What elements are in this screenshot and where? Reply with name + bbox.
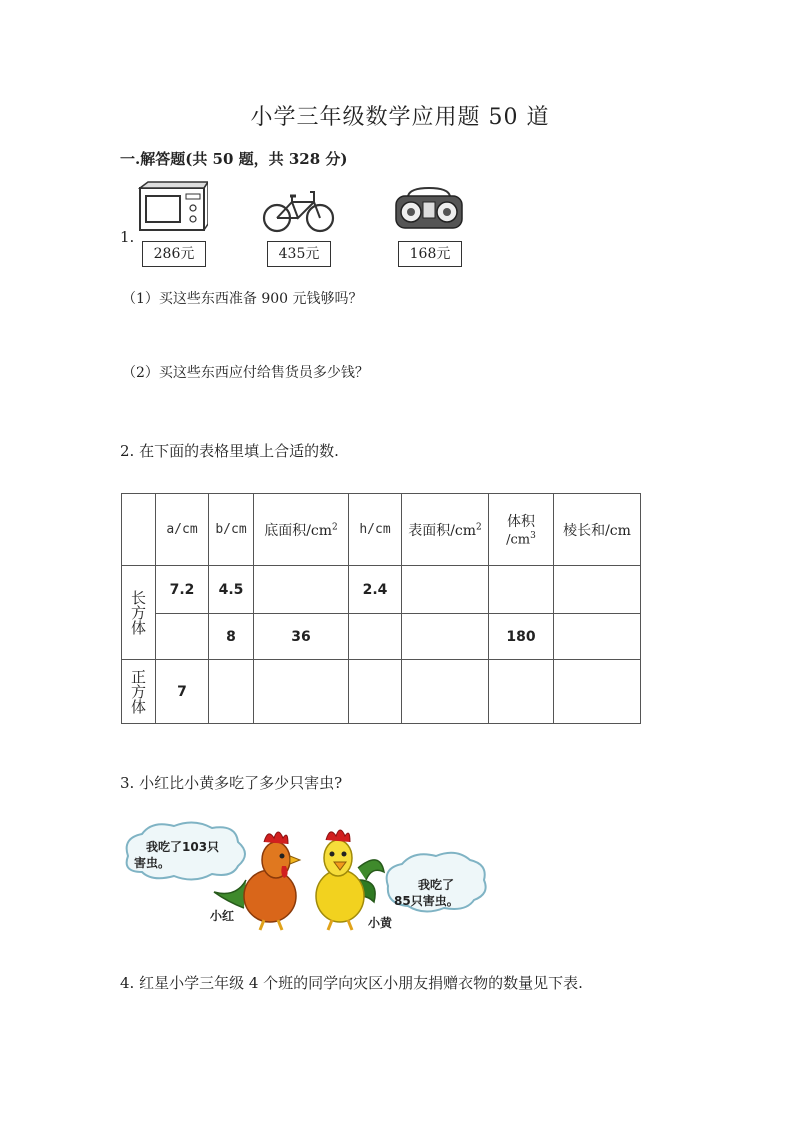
- cell-r3-h: [349, 660, 402, 724]
- q1-sub2: （2）买这些东西应付给售货员多少钱？: [122, 365, 369, 381]
- corner-cell: [122, 494, 156, 566]
- page-title: 小学三年级数学应用题 50 道: [250, 105, 550, 130]
- bicycle-icon: [262, 184, 336, 236]
- header-a: a/cm: [156, 494, 209, 566]
- q2-text: 2. 在下面的表格里填上合适的数.: [120, 442, 339, 460]
- microwave-icon: [138, 180, 208, 234]
- section-heading: 一.解答题(共 50 题，共 328 分): [120, 150, 348, 168]
- header-volume-sup: 3: [530, 531, 536, 542]
- q1-sub1: （1）买这些东西准备 900 元钱够吗？: [122, 291, 363, 307]
- row-label-cuboid: 长方体: [129, 590, 147, 635]
- cell-r3-surface: [402, 660, 489, 724]
- cell-r3-volume: [489, 660, 554, 724]
- cell-r2-b: 8: [209, 614, 254, 660]
- cell-r3-b: [209, 660, 254, 724]
- cell-r1-edge: [554, 566, 641, 614]
- name-label-xiaohong: 小红: [210, 909, 235, 923]
- cell-r3-base: [254, 660, 349, 724]
- header-surface-area: [402, 494, 489, 566]
- price-tag-microwave: 286元: [142, 241, 206, 267]
- row-label-cube: 正方体: [129, 669, 147, 714]
- header-base-area: [254, 494, 349, 566]
- price-tag-radio: 168元: [398, 241, 462, 267]
- header-volume-top: 体积: [507, 514, 535, 531]
- cell-r1-surface: [402, 566, 489, 614]
- cell-r2-h: [349, 614, 402, 660]
- bubble-right-line1: 我吃了: [418, 878, 455, 892]
- header-volume-bottom: /cm: [506, 532, 531, 548]
- header-h: h/cm: [349, 494, 402, 566]
- header-base-area-sup: 2: [332, 521, 338, 532]
- header-base-area-text: 底面积/cm: [264, 522, 333, 539]
- header-edge-sum: [554, 494, 641, 566]
- cell-r2-base: 36: [254, 614, 349, 660]
- q1-number: 1.: [120, 228, 135, 246]
- cell-r3-edge: [554, 660, 641, 724]
- cell-r1-a: 7.2: [156, 566, 209, 614]
- bubble-right-line2: 85只害虫。: [394, 894, 459, 908]
- cell-r1-base: [254, 566, 349, 614]
- q4-text: 4. 红星小学三年级 4 个班的同学向灾区小朋友捐赠衣物的数量见下表.: [120, 974, 583, 992]
- header-edge-sum-text: 棱长和/cm: [563, 522, 631, 539]
- cell-r3-a: 7: [156, 660, 209, 724]
- row-label-cube-cell: [122, 660, 156, 724]
- cell-r2-a: [156, 614, 209, 660]
- price-tag-bicycle: 435元: [267, 241, 331, 267]
- q3-text: 3. 小红比小黄多吃了多少只害虫?: [120, 774, 343, 792]
- bubble-left-line2: 害虫。: [134, 856, 171, 870]
- cell-r2-volume: 180: [489, 614, 554, 660]
- cell-r1-volume: [489, 566, 554, 614]
- radio-icon: [394, 186, 464, 234]
- cell-r2-edge: [554, 614, 641, 660]
- row-label-cuboid-cell: [122, 566, 156, 660]
- header-surface-area-sup: 2: [476, 521, 482, 532]
- name-label-xiaohuang: 小黄: [368, 916, 393, 930]
- header-surface-area-text: 表面积/cm: [408, 522, 477, 539]
- header-b: b/cm: [209, 494, 254, 566]
- measurement-table: [121, 493, 641, 724]
- bubble-left-line1: 我吃了103只: [146, 840, 220, 854]
- header-volume: [489, 494, 554, 566]
- cell-r1-b: 4.5: [209, 566, 254, 614]
- cell-r2-surface: [402, 614, 489, 660]
- cell-r1-h: 2.4: [349, 566, 402, 614]
